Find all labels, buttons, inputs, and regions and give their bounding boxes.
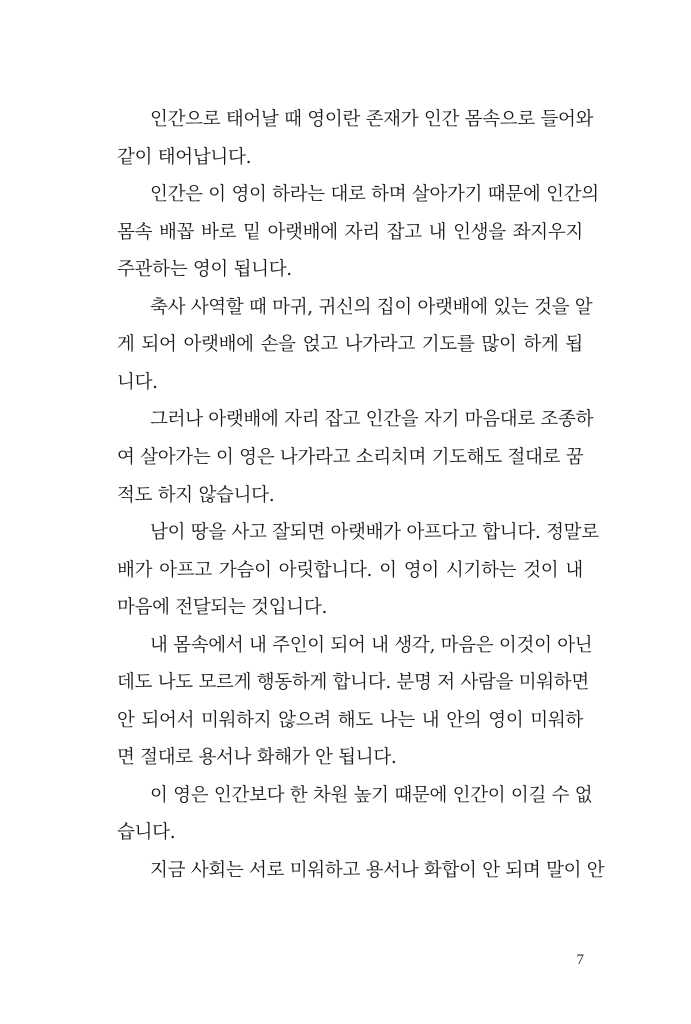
text-line: 인간은 이 영이 하라는 대로 하며 살아가기 때문에 인간의 [150, 184, 599, 206]
text-line: 여 살아가는 이 영은 나가라고 소리치며 기도해도 절대로 꿈 [117, 446, 584, 468]
text-line: 그러나 아랫배에 자리 잡고 인간을 자기 마음대로 조종하 [150, 409, 594, 431]
text-line: 배가 아프고 가슴이 아릿합니다. 이 영이 시기하는 것이 내 [117, 559, 583, 581]
text-line: 습니다. [117, 822, 176, 844]
text-line: 안 되어서 미워하지 않으려 해도 나는 내 안의 영이 미워하 [117, 709, 583, 731]
text-line: 남이 땅을 사고 잘되면 아랫배가 아프다고 합니다. 정말로 [150, 522, 599, 544]
text-line: 같이 태어납니다. [117, 146, 252, 168]
text-line: 게 되어 아랫배에 손을 얹고 나가라고 기도를 많이 하게 됩 [117, 334, 583, 356]
page-number: 7 [576, 952, 584, 968]
text-line: 내 몸속에서 내 주인이 되어 내 생각, 마음은 이것이 아닌 [150, 634, 593, 656]
text-line: 적도 하지 않습니다. [117, 484, 275, 506]
text-line: 몸속 배꼽 바로 밑 아랫배에 자리 잡고 내 인생을 좌지우지 [117, 221, 583, 243]
text-line: 니다. [117, 371, 158, 393]
text-line: 인간으로 태어날 때 영이란 존재가 인간 몸속으로 들어와 [150, 109, 594, 130]
text-line: 이 영은 인간보다 한 차원 높기 때문에 인간이 이길 수 없 [150, 784, 593, 806]
text-line: 면 절대로 용서나 화해가 안 됩니다. [117, 747, 397, 769]
text-line: 마음에 전달되는 것입니다. [117, 597, 328, 619]
text-line: 주관하는 영이 됩니다. [117, 259, 292, 281]
text-line: 지금 사회는 서로 미워하고 용서나 화합이 안 되며 말이 안 [150, 860, 605, 881]
text-line: 데도 나도 모르게 행동하게 합니다. 분명 저 사람을 미워하면 [117, 672, 589, 694]
text-line: 축사 사역할 때 마귀, 귀신의 집이 아랫배에 있는 것을 알 [150, 296, 593, 318]
